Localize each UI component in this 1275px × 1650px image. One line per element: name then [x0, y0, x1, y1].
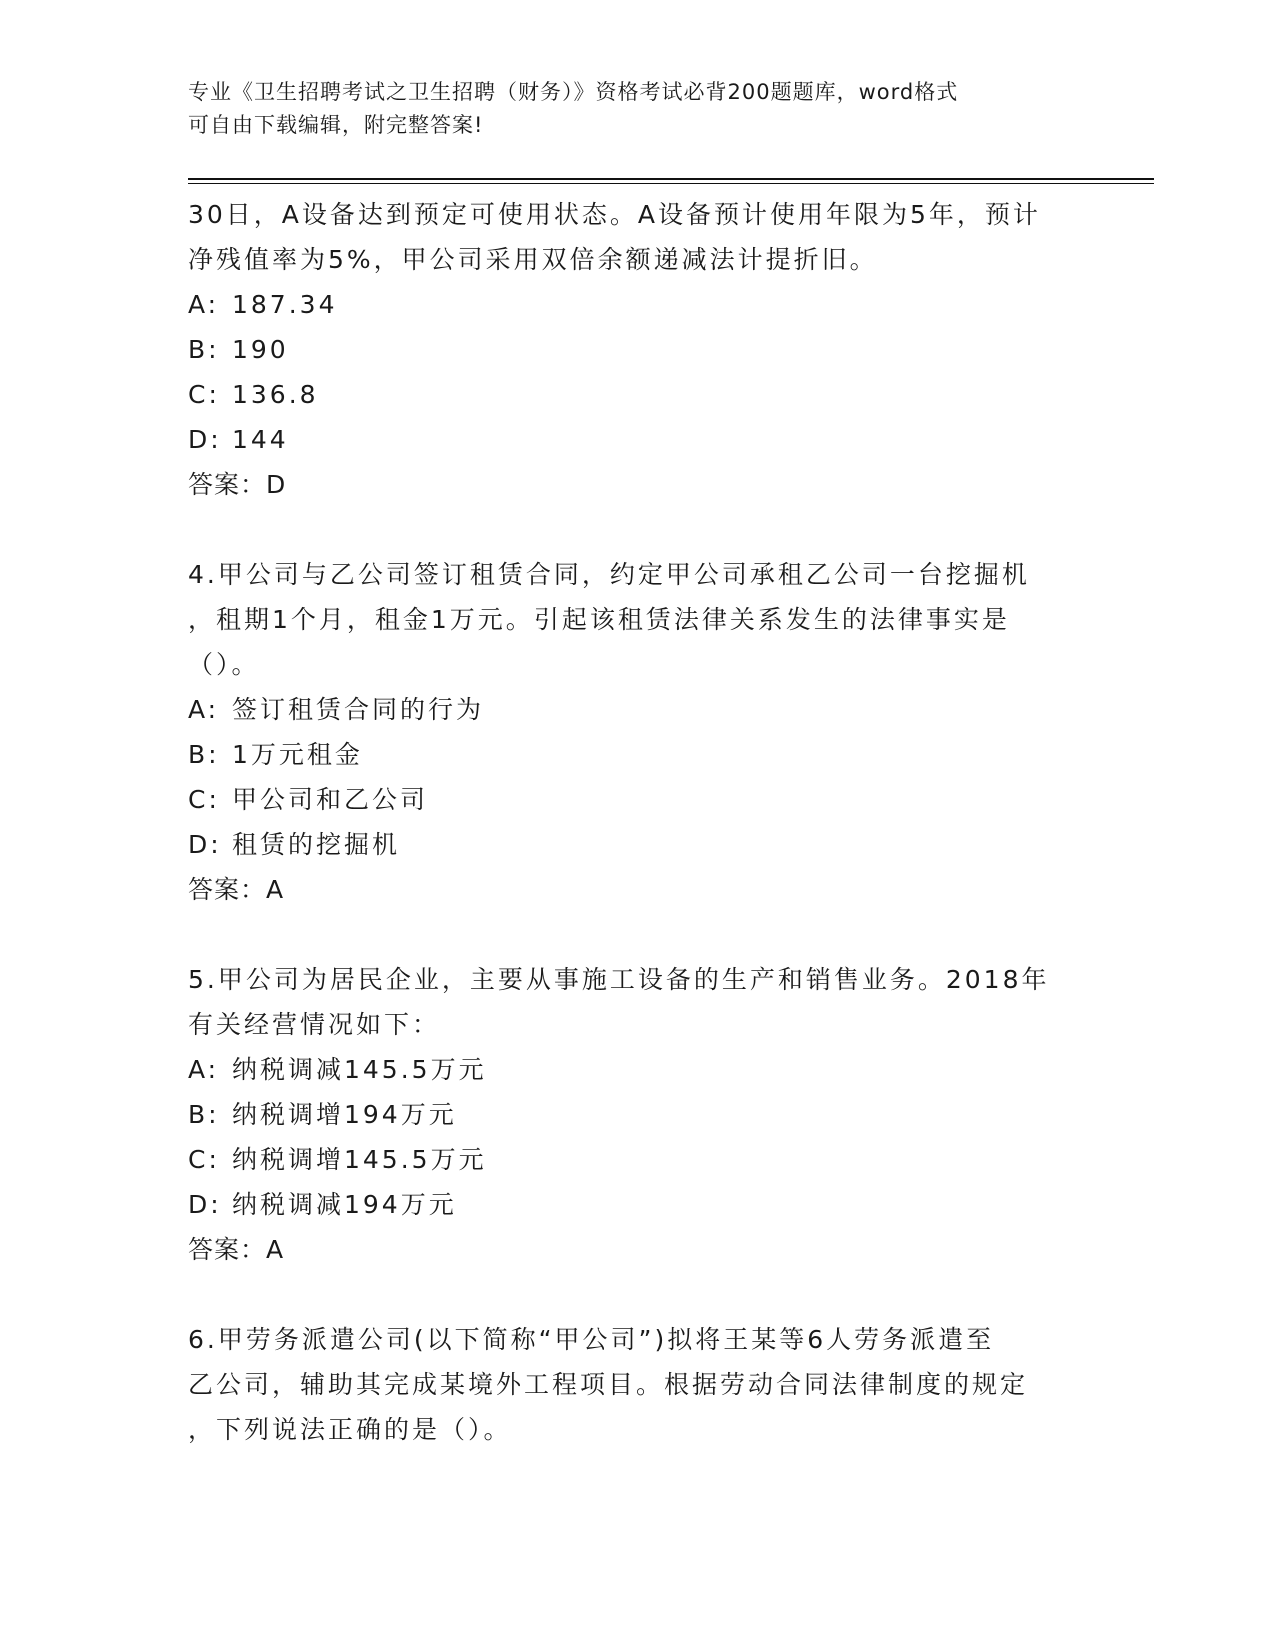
option-text: 纳税调减194万元 — [232, 1190, 457, 1219]
option-letter: B: — [188, 335, 220, 364]
option-c — [188, 1137, 1088, 1182]
option-letter: D: — [188, 1190, 222, 1219]
option-text: 187.34 — [232, 290, 338, 319]
option-text: 1万元租金 — [232, 740, 363, 769]
option-letter: A: — [188, 695, 220, 724]
option-letter: C: — [188, 1145, 220, 1174]
question-text-line: 乙公司，辅助其完成某境外工程项目。根据劳动合同法律制度的规定 — [188, 1370, 1029, 1399]
question-text-line: ，租期1个月，租金1万元。引起该租赁法律关系发生的法律事实是 — [188, 605, 1010, 634]
question-5 — [188, 957, 1088, 1272]
option-text: 租赁的挖掘机 — [232, 830, 401, 859]
option-c — [188, 372, 1088, 417]
option-letter: B: — [188, 1100, 220, 1129]
option-text: 甲公司和乙公司 — [232, 785, 429, 814]
option-d — [188, 417, 1088, 462]
option-letter: C: — [188, 785, 220, 814]
option-letter: D: — [188, 830, 222, 859]
option-text: 190 — [232, 335, 289, 364]
option-letter: C: — [188, 380, 220, 409]
question-text-line: ，下列说法正确的是（）。 — [188, 1415, 512, 1444]
answer-line: 答案：A — [188, 875, 285, 904]
option-letter: A: — [188, 1055, 220, 1084]
option-b — [188, 1092, 1088, 1137]
question-text-line: 6.甲劳务派遣公司(以下简称“甲公司”)拟将王某等6人劳务派遣至 — [188, 1325, 995, 1354]
option-d — [188, 822, 1088, 867]
option-b — [188, 327, 1088, 372]
question-4 — [188, 552, 1088, 912]
option-letter: A: — [188, 290, 220, 319]
answer-line: 答案：D — [188, 470, 287, 499]
document-body — [188, 192, 1088, 1452]
option-a — [188, 282, 1088, 327]
question-text-line: 净残值率为5%，甲公司采用双倍余额递减法计提折旧。 — [188, 245, 878, 274]
option-a — [188, 1047, 1088, 1092]
option-text: 纳税调减145.5万元 — [232, 1055, 487, 1084]
option-a — [188, 687, 1088, 732]
spacer — [188, 507, 1088, 552]
question-text-line: （）。 — [188, 650, 260, 679]
option-text: 签订租赁合同的行为 — [232, 695, 485, 724]
header-rule-thick — [188, 178, 1154, 180]
option-letter: D: — [188, 425, 222, 454]
question-6 — [188, 1317, 1088, 1452]
option-text: 纳税调增145.5万元 — [232, 1145, 487, 1174]
spacer — [188, 912, 1088, 957]
question-text-line: 4.甲公司与乙公司签订租赁合同，约定甲公司承租乙公司一台挖掘机 — [188, 560, 1030, 589]
option-text: 144 — [232, 425, 289, 454]
spacer — [188, 1272, 1088, 1317]
document-header — [188, 76, 1088, 142]
question-text-line: 5.甲公司为居民企业，主要从事施工设备的生产和销售业务。2018年 — [188, 965, 1050, 994]
option-text: 136.8 — [232, 380, 319, 409]
question-text-line: 有关经营情况如下： — [188, 1010, 441, 1039]
question-text-line: 30日，A设备达到预定可使用状态。A设备预计使用年限为5年，预计 — [188, 200, 1041, 229]
option-text: 纳税调增194万元 — [232, 1100, 457, 1129]
question-3 — [188, 192, 1088, 507]
header-rule-thin — [188, 183, 1154, 184]
option-d — [188, 1182, 1088, 1227]
header-line-2: 可自由下载编辑，附完整答案! — [188, 113, 484, 137]
option-c — [188, 777, 1088, 822]
header-line-1: 专业《卫生招聘考试之卫生招聘（财务）》资格考试必背200题题库，word格式 — [188, 80, 959, 104]
answer-line: 答案：A — [188, 1235, 285, 1264]
option-b — [188, 732, 1088, 777]
option-letter: B: — [188, 740, 220, 769]
